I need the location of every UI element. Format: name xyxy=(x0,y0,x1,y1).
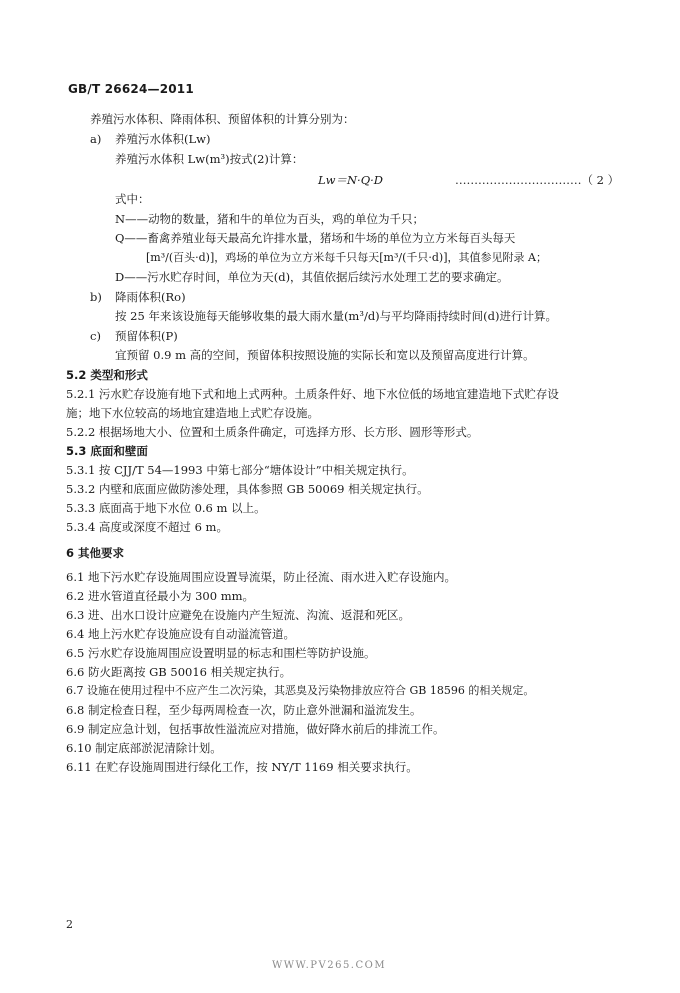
item-a-desc: 养殖污水体积 Lw(m³)按式(2)计算： xyxy=(115,152,304,166)
clause-6-5: 6.5 污水贮存设施周围应设置明显的标志和围栏等防护设施。 xyxy=(66,646,376,660)
clause-6-11: 6.11 在贮存设施周围进行绿化工作，按 NY/T 1169 相关要求执行。 xyxy=(66,760,418,774)
def-q-line2: [m³/(百头·d)]，鸡场的单位为立方米每千只每天[m³/(千只·d)]，其值参见附录 A； xyxy=(146,251,547,264)
item-b-title: 降雨体积(Ro) xyxy=(115,290,186,304)
item-b-label: b) xyxy=(90,290,102,304)
clause-6-7: 6.7 设施在使用过程中不应产生二次污染，其恶臭及污染物排放应符合 GB 18596 的相关规定。 xyxy=(66,684,535,697)
standard-number: GB/T 26624—2011 xyxy=(68,82,194,96)
item-a-title: 养殖污水体积(Lw) xyxy=(115,132,211,146)
clause-5-3-1: 5.3.1 按 CJJ/T 54—1993 中第七部分“塘体设计”中相关规定执行。 xyxy=(66,463,414,477)
intro-text: 养殖污水体积、降雨体积、预留体积的计算分别为： xyxy=(90,112,355,126)
section-6-heading: 6 其他要求 xyxy=(66,546,125,560)
item-c-title: 预留体积(P) xyxy=(115,329,178,343)
clause-6-6: 6.6 防火距离按 GB 50016 相关规定执行。 xyxy=(66,665,292,679)
clause-6-2: 6.2 进水管道直径最小为 300 mm。 xyxy=(66,589,255,603)
clause-6-9: 6.9 制定应急计划，包括事故性溢流应对措施，做好降水前后的排流工作。 xyxy=(66,722,445,736)
equation-number: ……………………………（ 2 ） xyxy=(455,173,620,187)
item-c-label: c) xyxy=(90,329,101,343)
clause-5-2-2: 5.2.2 根据场地大小、位置和土质条件确定，可选择方形、长方形、圆形等形式。 xyxy=(66,425,479,439)
def-d: D——污水贮存时间，单位为天(d)，其值依据后续污水处理工艺的要求确定。 xyxy=(115,270,509,284)
section-5-3-heading: 5.3 底面和壁面 xyxy=(66,444,148,458)
equation-2: Lw＝N·Q·D xyxy=(318,173,384,187)
clause-6-1: 6.1 地下污水贮存设施周围应设置导流渠，防止径流、雨水进入贮存设施内。 xyxy=(66,570,456,584)
item-c-text: 宜预留 0.9 m 高的空间，预留体积按照设施的实际长和宽以及预留高度进行计算。 xyxy=(115,348,535,362)
clause-5-3-3: 5.3.3 底面高于地下水位 0.6 m 以上。 xyxy=(66,501,266,515)
clause-6-4: 6.4 地上污水贮存设施应设有自动溢流管道。 xyxy=(66,627,295,641)
item-a-label: a) xyxy=(90,132,102,146)
clause-5-2-1-line1: 5.2.1 污水贮存设施有地下式和地上式两种。土质条件好、地下水位低的场地宜建造地下式贮存设 xyxy=(66,387,559,401)
clause-6-8: 6.8 制定检查日程，至少每两周检查一次，防止意外泄漏和溢流发生。 xyxy=(66,703,422,717)
clause-5-2-1-line2: 施；地下水位较高的场地宜建造地上式贮存设施。 xyxy=(66,406,319,420)
def-n: N——动物的数量，猪和牛的单位为百头，鸡的单位为千只； xyxy=(115,212,425,226)
where-label: 式中： xyxy=(115,192,150,206)
clause-6-10: 6.10 制定底部淤泥清除计划。 xyxy=(66,741,222,755)
page-number: 2 xyxy=(66,918,73,931)
section-5-2-heading: 5.2 类型和形式 xyxy=(66,368,148,382)
clause-5-3-4: 5.3.4 高度或深度不超过 6 m。 xyxy=(66,520,228,534)
watermark: WWW.PV265.COM xyxy=(272,960,387,971)
def-q-line1: Q——畜禽养殖业每天最高允许排水量，猪场和牛场的单位为立方米每百头每天 xyxy=(115,231,516,245)
clause-5-3-2: 5.3.2 内壁和底面应做防渗处理，具体参照 GB 50069 相关规定执行。 xyxy=(66,482,429,496)
item-b-text: 按 25 年来该设施每天能够收集的最大雨水量(m³/d)与平均降雨持续时间(d)进行计算。 xyxy=(115,309,557,323)
clause-6-3: 6.3 进、出水口设计应避免在设施内产生短流、沟流、返混和死区。 xyxy=(66,608,410,622)
